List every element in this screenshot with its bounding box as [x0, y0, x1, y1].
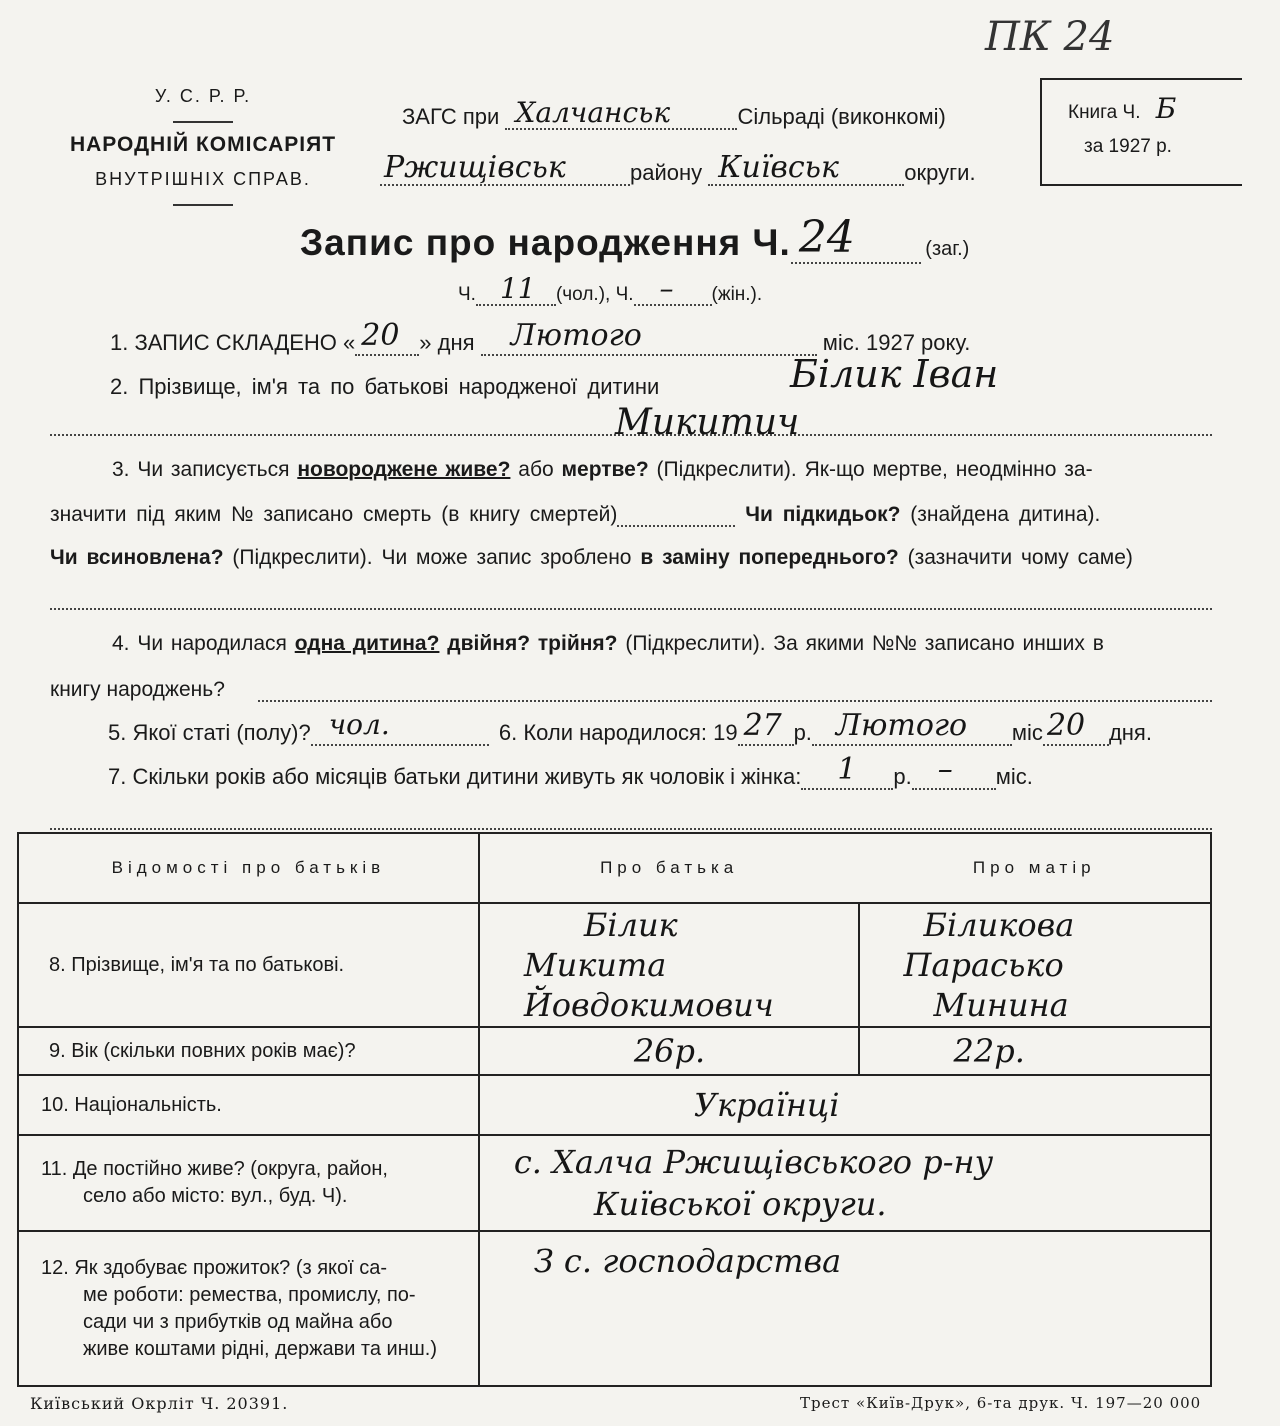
footer-right: Трест «Київ-Друк», 6-та друк. Ч. 197—20 000: [800, 1394, 1202, 1412]
district-value: Ржищівськ: [384, 150, 566, 185]
record-title: [300, 212, 1000, 264]
item-6-year: 27: [743, 708, 782, 743]
row-8-label: 8. Прізвище, ім'я та по батькові.: [18, 903, 479, 1027]
item-3-line2: [50, 503, 1100, 527]
row-11-label: [18, 1135, 479, 1231]
item-2-label: 2. Прізвище, ім'я та по батькові народженої дитини: [110, 374, 660, 399]
row-10-label: 10. Національність.: [18, 1075, 479, 1135]
residence-line1: с. Халча Ржищівського р-ну: [513, 1143, 994, 1181]
option-foundling: Чи підкидьок?: [745, 503, 901, 526]
item-3-text-c: (Підкреслити). Як-що мертве, неодмінно за-: [656, 458, 1093, 481]
row-12-label-line1: 12. Як здобуває прожиток? (з якої са-: [41, 1256, 388, 1279]
row-10-value: [479, 1075, 1211, 1135]
option-dead: мертве?: [561, 458, 649, 481]
option-twins: двійня?: [447, 632, 531, 655]
item-6-day-field: [1043, 708, 1109, 746]
footer-left: Київський Окрліт Ч. 20391.: [30, 1394, 289, 1413]
district-line: [380, 150, 1000, 186]
item-6-month-field: [812, 708, 1012, 746]
item-6-mis-label: міс: [1011, 720, 1043, 745]
item-1-label: 1. ЗАПИС СКЛАДЕНО «: [110, 330, 356, 355]
item-7-mis-label: міс.: [995, 764, 1033, 789]
row-12-label-line4: живе коштами рідні, держави та инш.): [83, 1337, 438, 1360]
item-3-reason-field: [50, 586, 1212, 610]
row-9-mother: [859, 1027, 1212, 1075]
item-3-text-d: значити під яким № записано смерть (в книгу смертей): [50, 503, 618, 526]
row-12-label-line2: ме роботи: ремества, промислу, по-: [83, 1283, 416, 1306]
district-field: [380, 150, 630, 186]
father-surname: Білик: [583, 906, 678, 944]
title-number: 24: [798, 212, 855, 263]
divider: [173, 204, 233, 206]
row-12-label: [18, 1231, 479, 1386]
mother-age: 22р.: [953, 1032, 1025, 1070]
republic-label: У. С. Р. Р.: [154, 86, 252, 106]
item-4-text-a: 4. Чи народилася: [112, 632, 287, 655]
table-row-residence: [18, 1135, 1211, 1231]
item-2: [110, 374, 659, 400]
gender-counts: [458, 272, 763, 306]
item-5-sex: чол.: [328, 708, 390, 741]
zags-line: [402, 96, 1002, 130]
ch-label: Ч.: [458, 284, 476, 305]
item-7-extra-field: [50, 806, 1212, 830]
header-commissariat: [48, 86, 358, 206]
col-info-header: Відомості про батьків: [18, 833, 479, 903]
item-1-day-label: » дня: [419, 330, 475, 355]
item-3-line1: [112, 458, 1093, 482]
item-6-r-label: р.: [793, 720, 812, 745]
item-4-numbers-field: [258, 678, 1212, 702]
row-11-value: [479, 1135, 1211, 1231]
option-replacement: в заміну попереднього?: [640, 546, 899, 569]
livelihood-value: З с. господарства: [533, 1242, 842, 1280]
item-7-label: 7. Скільки років або місяців батьки дитини живуть як чоловік і жінка:: [108, 764, 802, 789]
item-4-line1: [112, 632, 1104, 656]
item-7-months-field: [912, 752, 996, 790]
item-6-year-field: [738, 708, 794, 746]
item-6-dnia-label: дня.: [1108, 720, 1152, 745]
okruha-field: [708, 150, 904, 186]
row-9-father: [479, 1027, 859, 1075]
book-number: Б: [1155, 92, 1177, 125]
nationality-value: Українці: [693, 1086, 840, 1124]
row-9-label: 9. Вік (скільки повних років має)?: [18, 1027, 479, 1075]
title-prefix: Запис про народження Ч.: [300, 222, 791, 263]
item-3-text-a: 3. Чи записується: [112, 458, 290, 481]
row-8-mother: [859, 903, 1212, 1027]
col-mother-header: Про матір: [859, 833, 1212, 903]
father-age: 26р.: [633, 1032, 706, 1070]
commissariat-title: НАРОДНІЙ КОМІСАРІЯТ: [69, 133, 337, 156]
item-1-year-label: міс. 1927 року.: [822, 330, 971, 355]
row-8-father: [479, 903, 859, 1027]
child-name-line2: Микитич: [615, 402, 800, 443]
item-7-r-label: р.: [893, 764, 912, 789]
male-count: 11: [499, 272, 536, 305]
row-11-label-line1: 11. Де постійно живе? (округа, район,: [41, 1158, 388, 1180]
item-7-years-field: [801, 752, 893, 790]
mother-given-name: Парасько: [903, 946, 1064, 984]
item-3-text-f: (Підкреслити). Чи може запис зроблено: [232, 546, 632, 569]
zags-village-value: Халчанськ: [515, 96, 671, 129]
item-5-sex-field: [311, 708, 489, 746]
table-row-age: [18, 1027, 1211, 1075]
book-number-line: [1068, 92, 1176, 125]
female-count-field: [634, 272, 712, 306]
option-adopted: Чи всиновлена?: [50, 546, 224, 569]
item-1-day-field: [355, 318, 419, 356]
parents-table: [17, 832, 1212, 1387]
father-patronymic: Йовдокимович: [523, 986, 774, 1024]
item-1-day: 20: [361, 318, 400, 353]
item-4-text-b: (Підкреслити). За якими №№ записано инших в: [625, 632, 1104, 655]
book-box: [1040, 78, 1242, 186]
option-triplets: трійня?: [537, 632, 618, 655]
row-11-label-line2: село або місто: вул., буд. Ч).: [83, 1185, 348, 1207]
row-12-value: [479, 1231, 1211, 1386]
child-name-line1: Білик Іван: [790, 352, 999, 396]
table-row-livelihood: [18, 1231, 1211, 1386]
book-year: за 1927 р.: [1084, 136, 1172, 157]
mother-surname: Біликова: [923, 906, 1075, 944]
item-6-day: 20: [1046, 708, 1086, 743]
table-row-names: [18, 903, 1211, 1027]
table-header-row: [18, 833, 1211, 903]
option-alive: новороджене живе?: [297, 458, 511, 481]
item-3-text-e: (знайдена дитина).: [910, 503, 1101, 526]
raionu-label: району: [630, 160, 703, 185]
row-12-label-line3: сади чи з прибутків од майна або: [83, 1310, 393, 1333]
divider: [173, 121, 233, 123]
item-3-text-g: (зазначити чому саме): [907, 546, 1133, 569]
corner-marks: ПК 24: [985, 14, 1115, 60]
col-father-header: Про батька: [479, 833, 859, 903]
book-label: Книга Ч.: [1068, 102, 1141, 123]
father-given-name: Микита: [523, 946, 667, 984]
okruha-value: Київськ: [718, 150, 839, 185]
zags-prefix: ЗАГС при: [402, 104, 500, 129]
department-label: ВНУТРІШНІХ СПРАВ.: [95, 169, 311, 189]
item-1-month-field: [481, 318, 817, 356]
table-row-nationality: [18, 1075, 1211, 1135]
zags-village-field: [505, 96, 737, 130]
option-single: одна дитина?: [294, 632, 440, 655]
okruhy-label: округи.: [904, 160, 976, 185]
item-5-label: 5. Якої статі (полу)?: [108, 720, 311, 745]
item-6-month: Лютого: [835, 708, 968, 743]
male-count-field: [476, 272, 556, 306]
female-count: –: [659, 272, 674, 305]
item-6-label: 6. Коли народилося: 19: [498, 720, 738, 745]
item-7: [108, 752, 1033, 790]
item-3-text-b: або: [518, 458, 554, 481]
item-5-6: [108, 708, 1152, 746]
item-7-months: –: [937, 752, 953, 787]
title-number-field: [791, 212, 921, 264]
item-4-line2: [50, 678, 225, 702]
title-suffix: (заг.): [925, 238, 970, 260]
item-7-years: 1: [837, 752, 857, 787]
residence-line2: Київської округи.: [593, 1185, 887, 1223]
death-record-field: [617, 505, 735, 527]
item-1-month: Лютого: [510, 318, 642, 353]
silradi-label: Сільраді (виконкомі): [737, 104, 946, 129]
female-label: (жін.).: [711, 284, 763, 305]
item-4-text-c: книгу народжень?: [50, 678, 225, 701]
mother-patronymic: Минина: [933, 986, 1069, 1024]
male-label: (чол.), Ч.: [555, 284, 634, 305]
item-3-line3: [50, 546, 1133, 570]
